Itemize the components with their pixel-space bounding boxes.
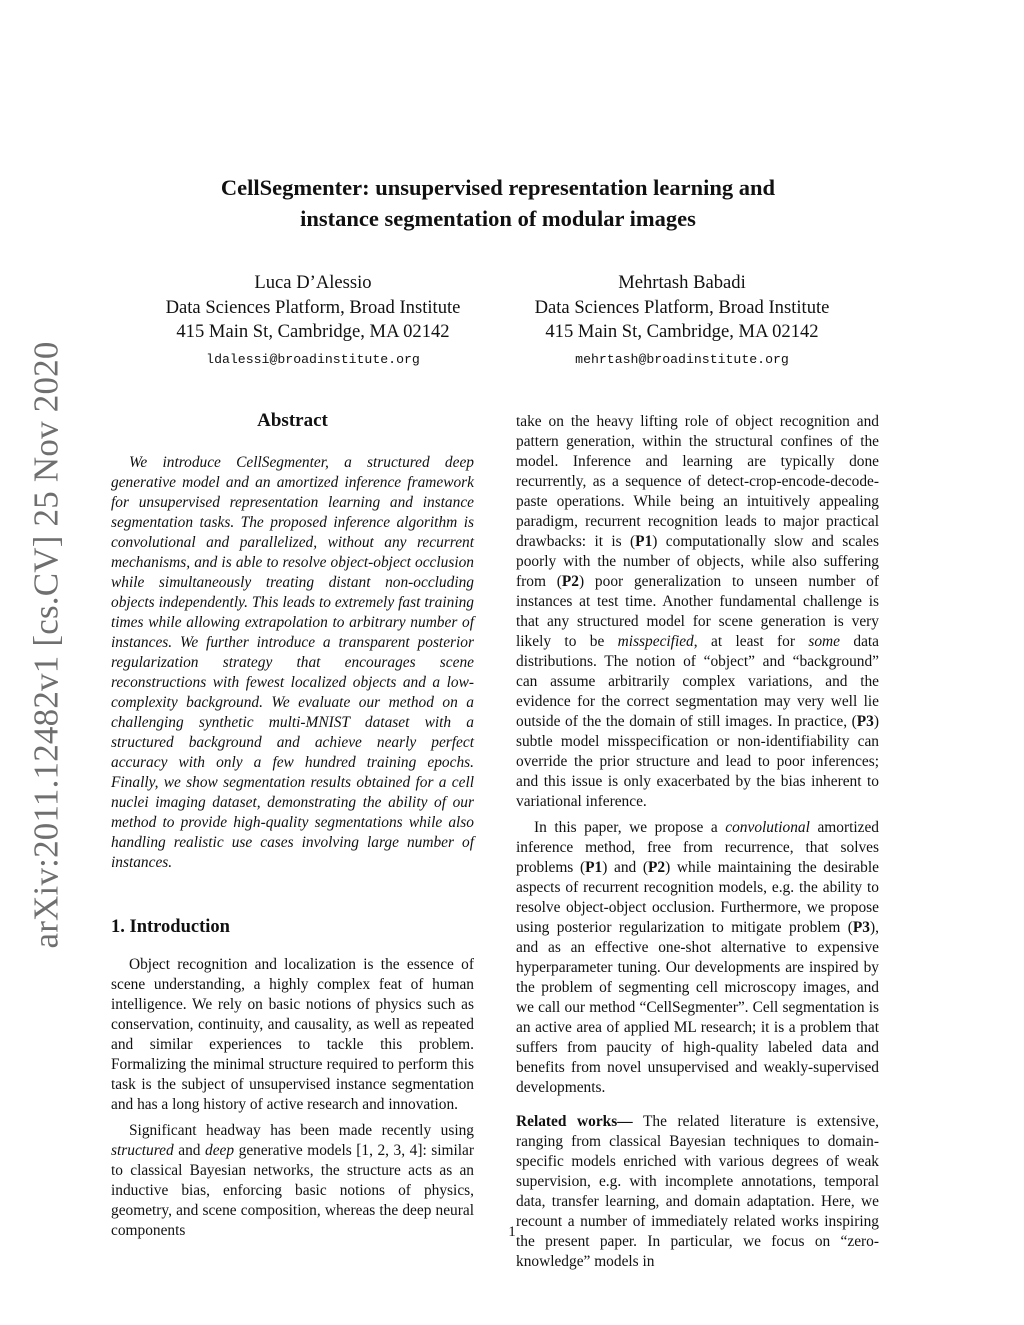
author-block-1 xyxy=(143,271,483,370)
abstract-heading: Abstract xyxy=(257,410,328,431)
author-affiliation: Data Sciences Platform, Broad Institute xyxy=(165,296,461,318)
title-line-2: instance segmentation of modular images xyxy=(300,206,696,231)
title-line-1: CellSegmenter: unsupervised representation learning and xyxy=(220,175,776,200)
arxiv-stamp xyxy=(16,341,78,949)
author-affiliation: Data Sciences Platform, Broad Institute xyxy=(534,296,830,318)
paper-title xyxy=(150,172,846,234)
related-works-heading: Related works— xyxy=(516,1113,633,1130)
author-name: Luca D’Alessio xyxy=(254,272,372,293)
author-name: Mehrtash Babadi xyxy=(618,272,746,293)
right-paragraph-2: In this paper, we propose a convolutional amortized inference method, free from recurrence, that solves problems (P1) and (P2) while maintaining the desirable aspects of recurrent recognition models, e.g. the ability to resolve object-object occlusion. Furthermore, we propose using posterior regularization to mitigate problem (P3), and as an effective one-shot alternative to expensive hyperparameter tuning. Our developments are inspired by the problem of segmenting cell microscopy images, and we call our method “CellSegmenter”. Cell segmentation is an active area of applied ML research; it is a problem that suffers from paucity of high-quality labeled data and benefits from novel unsupervised and weakly-supervised developments. xyxy=(516,819,879,1096)
author-block-2 xyxy=(512,271,852,370)
intro-paragraph-2: Significant headway has been made recently using structured and deep generative models [1, 2, 3, 4]: similar to classical Bayesian networks, the structure acts as an inductive bias, enforcing basic notions of physics, geometry, and scene composition, whereas the deep neural components xyxy=(111,1122,475,1239)
left-column xyxy=(111,409,474,1241)
right-column xyxy=(516,412,879,1272)
author-address: 415 Main St, Cambridge, MA 02142 xyxy=(545,321,819,342)
author-email: ldalessi@broadinstitute.org xyxy=(206,351,420,367)
author-address: 415 Main St, Cambridge, MA 02142 xyxy=(176,321,450,342)
related-works-paragraph: Related works— The related literature is extensive, ranging from classical Bayesian techniques to domain-specific models enriched with various degrees of weak supervision, e.g. with incomplete annotations, temporal data, transfer learning, and domain adaptation. Here, we recount a number of immediately related works inspiring the present paper. In particular, we focus on “zero-knowledge” models in xyxy=(516,1113,879,1270)
author-email: mehrtash@broadinstitute.org xyxy=(575,351,789,367)
intro-paragraph-1: Object recognition and localization is the essence of scene understanding, a highly complex feat of human intelligence. We rely on basic notions of physics such as conservation, continuity, and causality, as well as repeated and similar experiences to tackle this problem. Formalizing the minimal structure required to perform this task is the subject of unsupervised instance segmentation and has a long history of active research and innovation. xyxy=(111,956,474,1113)
right-paragraph-1: take on the heavy lifting role of object recognition and pattern generation, within the structural confines of the model. Inference and learning are typically done recurrently, as a sequence of detect-crop-encode-decode-paste operations. While being an intuitively appealing paradigm, recurrent recognition leads to major practical drawbacks: it is (P1) computationally slow and scales poorly with the number of objects, while also suffering from (P2) poor generalization to unseen number of instances at test time. Another fundamental challenge is that any structured model for scene generation is very likely to be misspecified, at least for some data distributions. The notion of “object” and “background” can assume arbitrarily complex variations, and the evidence for the correct segmentation may very well lie outside of the the domain of still images. In practice, (P3) subtle model misspecification or non-identifiability can override the prior structure and lead to poor inferences; and this issue is only exacerbated by the bias inherent to variational inference. xyxy=(516,413,880,810)
section-heading-introduction: 1. Introduction xyxy=(111,917,230,937)
page-number: 1 xyxy=(508,1224,516,1240)
abstract-text: We introduce CellSegmenter, a structured deep generative model and an amortized inference framework for unsupervised representation learning and instance segmentation tasks. The proposed inference algorithm is convolutional and parallelized, without any recurrent mechanisms, and is able to resolve object-object occlusion while simultaneously treating distant non-occluding objects independently. This leads to extremely fast training times while allowing extrapolation to arbitrary number of instances. We further introduce a transparent posterior regularization strategy that encourages scene reconstructions with fewest localized objects and a low-complexity background. We evaluate our method on a challenging synthetic multi-MNIST dataset with a structured background and achieve nearly perfect accuracy with only a few hundred training epochs. Finally, we show segmentation results obtained for a cell nuclei imaging dataset, demonstrating the ability of our method to provide high-quality segmentations while also handling realistic use cases involving large number of instances. xyxy=(111,454,474,871)
arxiv-stamp-text: arXiv:2011.12482v1 [cs.CV] 25 Nov 2020 xyxy=(27,341,67,949)
